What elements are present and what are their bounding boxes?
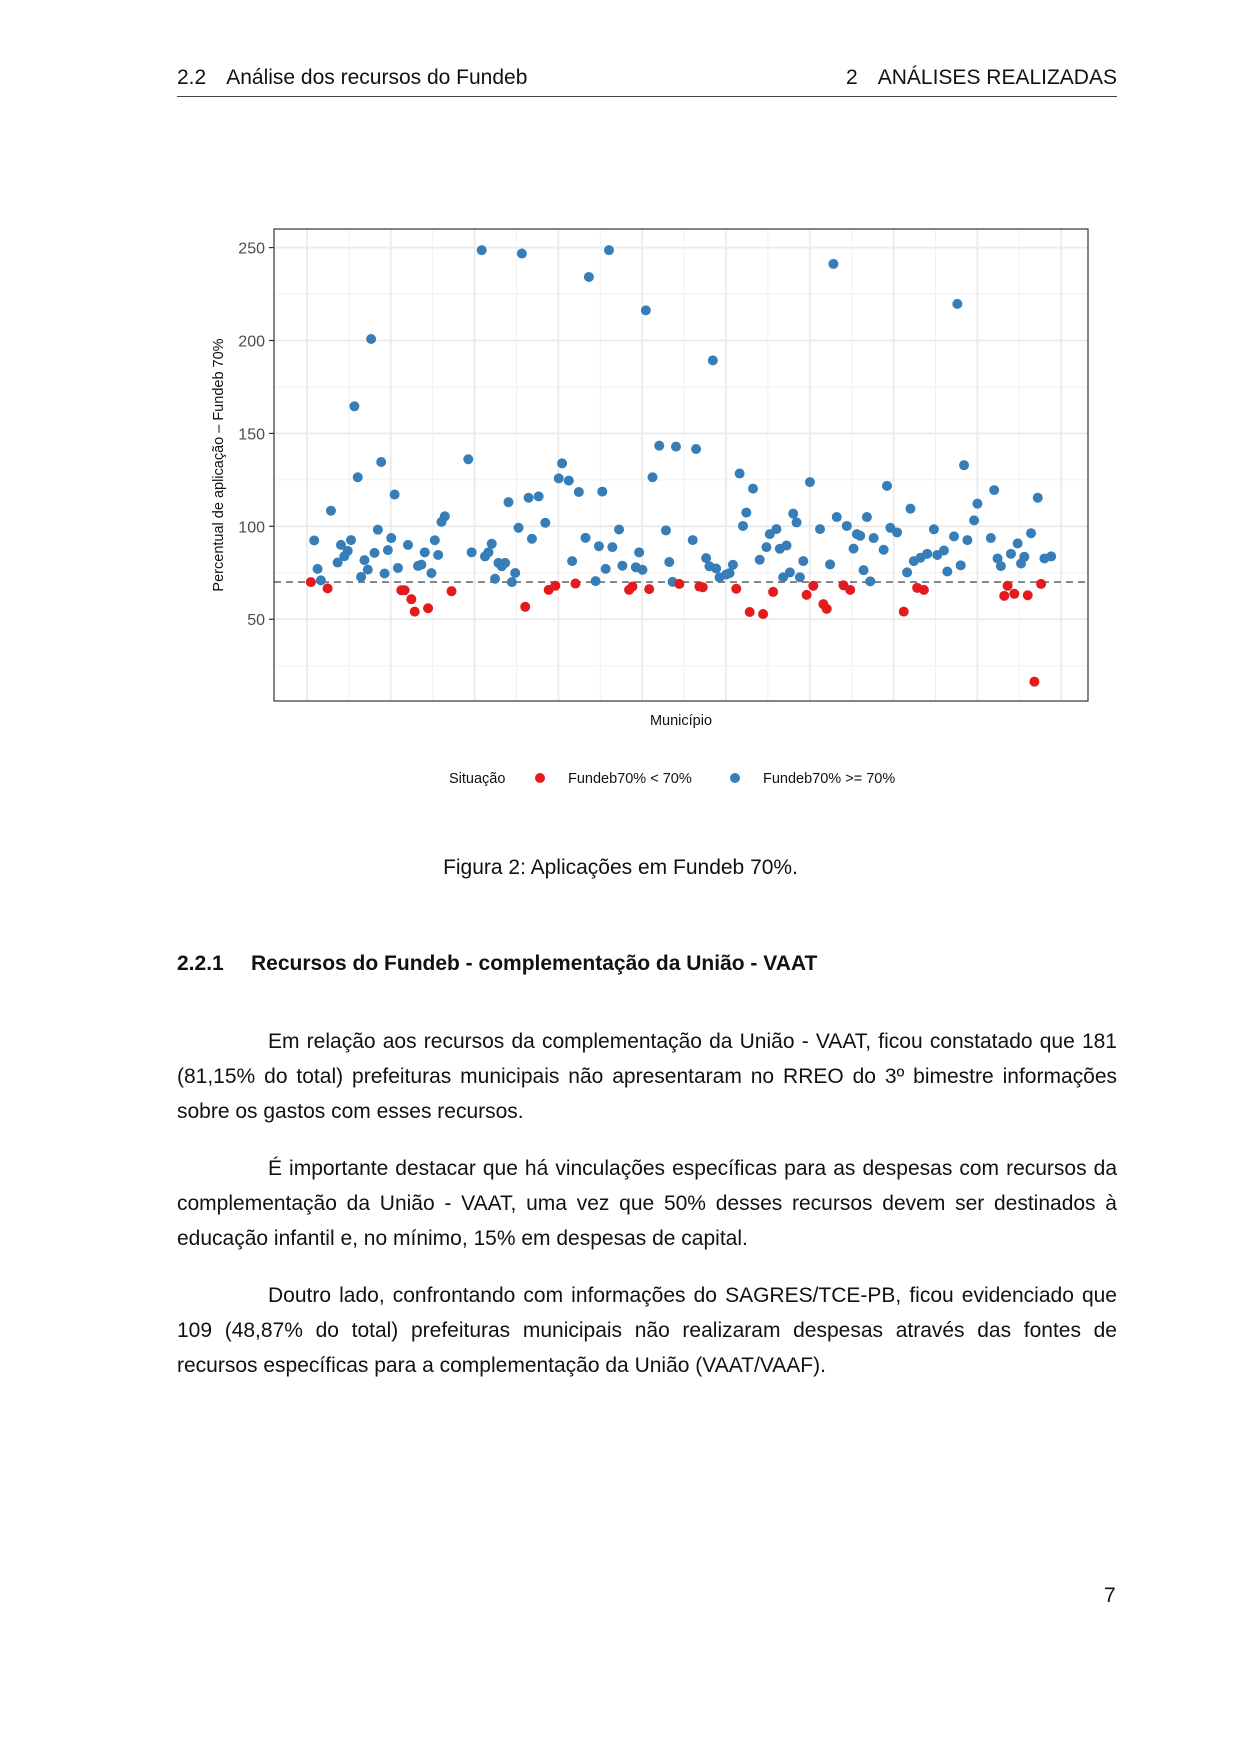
data-point-above-70 [939, 545, 949, 555]
data-point-above-70 [366, 334, 376, 344]
data-point-above-70 [805, 477, 815, 487]
data-point-above-70 [755, 555, 765, 565]
data-point-above-70 [1006, 549, 1016, 559]
data-point-above-70 [1019, 552, 1029, 562]
data-point-above-70 [664, 557, 674, 567]
data-point-above-70 [1013, 538, 1023, 548]
data-point-above-70 [390, 490, 400, 500]
data-point-above-70 [735, 469, 745, 479]
figure-caption: Figura 2: Aplicações em Fundeb 70%. [443, 856, 798, 879]
data-point-above-70 [741, 508, 751, 518]
data-point-above-70 [349, 401, 359, 411]
data-point-above-70 [972, 499, 982, 509]
section-number: 2.2.1 [177, 952, 224, 975]
data-point-above-70 [617, 561, 627, 571]
data-point-below-70 [550, 581, 560, 591]
data-point-above-70 [929, 524, 939, 534]
data-point-above-70 [386, 533, 396, 543]
data-point-above-70 [825, 559, 835, 569]
data-point-below-70 [845, 585, 855, 595]
data-point-above-70 [869, 533, 879, 543]
y-tick-label: 250 [238, 240, 265, 258]
data-point-below-70 [731, 584, 741, 594]
data-point-below-70 [1009, 589, 1019, 599]
data-point-above-70 [792, 517, 802, 527]
data-point-above-70 [654, 441, 664, 451]
data-point-above-70 [634, 547, 644, 557]
data-point-above-70 [373, 525, 383, 535]
data-point-above-70 [956, 560, 966, 570]
data-point-above-70 [376, 457, 386, 467]
legend-key-above-icon [730, 773, 740, 783]
legend-key-below-icon [535, 773, 545, 783]
data-point-above-70 [540, 518, 550, 528]
data-point-above-70 [403, 540, 413, 550]
data-point-below-70 [808, 581, 818, 591]
data-point-above-70 [463, 454, 473, 464]
data-point-above-70 [785, 567, 795, 577]
data-point-below-70 [919, 585, 929, 595]
legend-label-above: Fundeb70% >= 70% [763, 771, 896, 787]
data-point-above-70 [326, 506, 336, 516]
data-point-above-70 [1033, 493, 1043, 503]
data-point-above-70 [517, 249, 527, 259]
x-axis-title: Município [649, 713, 713, 729]
data-point-above-70 [313, 564, 323, 574]
data-point-above-70 [383, 545, 393, 555]
data-point-above-70 [433, 550, 443, 560]
data-point-above-70 [584, 272, 594, 282]
data-point-above-70 [748, 484, 758, 494]
data-point-above-70 [986, 533, 996, 543]
header-chapter-number: 2 [846, 66, 858, 89]
data-point-above-70 [416, 560, 426, 570]
legend-title: Situação [449, 771, 506, 787]
data-point-above-70 [601, 564, 611, 574]
y-tick-label: 50 [247, 612, 265, 630]
data-point-above-70 [902, 567, 912, 577]
data-point-above-70 [554, 473, 564, 483]
data-point-above-70 [507, 577, 517, 587]
data-point-above-70 [359, 555, 369, 565]
data-point-below-70 [423, 603, 433, 613]
data-point-above-70 [637, 565, 647, 575]
header-chapter-title: ANÁLISES REALIZADAS [877, 66, 1117, 89]
y-axis [238, 241, 274, 630]
data-point-above-70 [688, 535, 698, 545]
data-point-above-70 [942, 566, 952, 576]
body-text [177, 1024, 1117, 1405]
data-point-above-70 [380, 569, 390, 579]
data-point-above-70 [574, 487, 584, 497]
data-point-below-70 [447, 586, 457, 596]
data-point-above-70 [949, 531, 959, 541]
data-point-below-70 [410, 607, 420, 617]
legend [449, 771, 895, 787]
data-point-below-70 [1036, 579, 1046, 589]
data-point-above-70 [788, 509, 798, 519]
data-point-above-70 [483, 547, 493, 557]
data-point-above-70 [534, 491, 544, 501]
data-point-above-70 [996, 561, 1006, 571]
data-point-above-70 [855, 531, 865, 541]
data-point-above-70 [607, 542, 617, 552]
data-point-above-70 [316, 575, 326, 585]
section-heading [177, 952, 817, 976]
data-point-above-70 [969, 515, 979, 525]
data-point-below-70 [758, 609, 768, 619]
data-point-above-70 [369, 548, 379, 558]
data-point-above-70 [420, 547, 430, 557]
data-point-above-70 [862, 512, 872, 522]
data-point-above-70 [671, 442, 681, 452]
data-point-above-70 [989, 485, 999, 495]
y-tick-label: 100 [238, 519, 265, 537]
data-point-below-70 [1003, 581, 1013, 591]
data-point-above-70 [591, 576, 601, 586]
data-point-above-70 [353, 472, 363, 482]
data-point-above-70 [728, 560, 738, 570]
data-point-below-70 [822, 604, 832, 614]
header-section-number: 2.2 [177, 66, 207, 89]
data-point-below-70 [1029, 677, 1039, 687]
data-point-above-70 [832, 512, 842, 522]
data-point-above-70 [467, 547, 477, 557]
data-point-above-70 [510, 568, 520, 578]
data-point-above-70 [440, 511, 450, 521]
data-point-above-70 [1026, 528, 1036, 538]
data-point-above-70 [309, 535, 319, 545]
data-point-above-70 [346, 535, 356, 545]
data-point-below-70 [400, 585, 410, 595]
data-point-above-70 [782, 540, 792, 550]
data-point-above-70 [865, 576, 875, 586]
data-point-above-70 [828, 259, 838, 269]
data-point-above-70 [859, 565, 869, 575]
data-point-below-70 [520, 602, 530, 612]
data-point-above-70 [952, 299, 962, 309]
paragraph: Em relação aos recursos da complementação da União - VAAT, ficou constatado que 181 (81,15% do total) prefeituras municipais não apresentaram no RREO do 3º bimestre informações sobre os gastos com esses recursos. [177, 1030, 1117, 1123]
data-point-above-70 [597, 487, 607, 497]
data-point-above-70 [738, 521, 748, 531]
data-point-above-70 [527, 534, 537, 544]
data-point-above-70 [922, 549, 932, 559]
data-point-above-70 [343, 546, 353, 556]
data-point-above-70 [761, 542, 771, 552]
data-point-above-70 [959, 460, 969, 470]
data-point-above-70 [524, 493, 534, 503]
data-point-above-70 [594, 541, 604, 551]
data-point-above-70 [708, 355, 718, 365]
data-point-above-70 [661, 525, 671, 535]
data-point-above-70 [564, 476, 574, 486]
data-point-below-70 [745, 607, 755, 617]
data-point-above-70 [641, 305, 651, 315]
y-tick-label: 150 [238, 426, 265, 444]
paragraph: Doutro lado, confrontando com informações do SAGRES/TCE-PB, ficou evidenciado que 109 (48,87% do total) prefeituras municipais não realizaram despesas através das fontes de recursos específicas para a complementação da União (VAAT/VAAF). [177, 1284, 1117, 1377]
data-point-above-70 [363, 565, 373, 575]
data-point-below-70 [768, 587, 778, 597]
data-point-above-70 [477, 245, 487, 255]
data-point-above-70 [691, 444, 701, 454]
scatter-chart [0, 0, 1241, 820]
data-point-above-70 [487, 539, 497, 549]
data-point-above-70 [815, 524, 825, 534]
data-point-below-70 [306, 577, 316, 587]
data-point-above-70 [567, 556, 577, 566]
data-point-above-70 [426, 568, 436, 578]
data-point-above-70 [490, 574, 500, 584]
data-point-below-70 [999, 591, 1009, 601]
data-point-above-70 [795, 572, 805, 582]
data-point-above-70 [500, 558, 510, 568]
y-tick-label: 200 [238, 333, 265, 351]
data-point-above-70 [771, 524, 781, 534]
data-point-below-70 [899, 607, 909, 617]
data-point-above-70 [905, 504, 915, 514]
paragraph: É importante destacar que há vinculações específicas para as despesas com recursos da complementação da União - VAAT, uma vez que 50% desses recursos devem ser destinados à educação infantil e, no mínimo, 15% em despesas de capital. [177, 1157, 1117, 1250]
data-point-above-70 [604, 245, 614, 255]
data-point-below-70 [323, 583, 333, 593]
data-point-above-70 [503, 497, 513, 507]
data-point-above-70 [711, 564, 721, 574]
data-point-above-70 [892, 527, 902, 537]
section-title: Recursos do Fundeb - complementação da União - VAAT [251, 952, 818, 975]
data-point-above-70 [798, 556, 808, 566]
data-point-above-70 [581, 533, 591, 543]
data-point-above-70 [882, 481, 892, 491]
data-point-below-70 [1023, 590, 1033, 600]
data-points [306, 245, 1056, 686]
legend-label-below: Fundeb70% < 70% [568, 771, 692, 787]
data-point-below-70 [674, 579, 684, 589]
data-point-above-70 [1046, 551, 1056, 561]
data-point-above-70 [648, 472, 658, 482]
data-point-above-70 [430, 535, 440, 545]
data-point-above-70 [962, 535, 972, 545]
data-point-below-70 [627, 582, 637, 592]
data-point-below-70 [570, 579, 580, 589]
y-axis-title: Percentual de aplicação – Fundeb 70% [211, 338, 227, 592]
data-point-above-70 [393, 563, 403, 573]
data-point-above-70 [514, 523, 524, 533]
page-number: 7 [1104, 1584, 1116, 1607]
data-point-below-70 [644, 584, 654, 594]
header-section-title: Análise dos recursos do Fundeb [226, 66, 528, 89]
data-point-above-70 [879, 545, 889, 555]
data-point-above-70 [557, 458, 567, 468]
data-point-below-70 [802, 590, 812, 600]
data-point-above-70 [849, 544, 859, 554]
data-point-below-70 [698, 582, 708, 592]
data-point-above-70 [614, 524, 624, 534]
data-point-below-70 [406, 594, 416, 604]
data-point-above-70 [842, 521, 852, 531]
